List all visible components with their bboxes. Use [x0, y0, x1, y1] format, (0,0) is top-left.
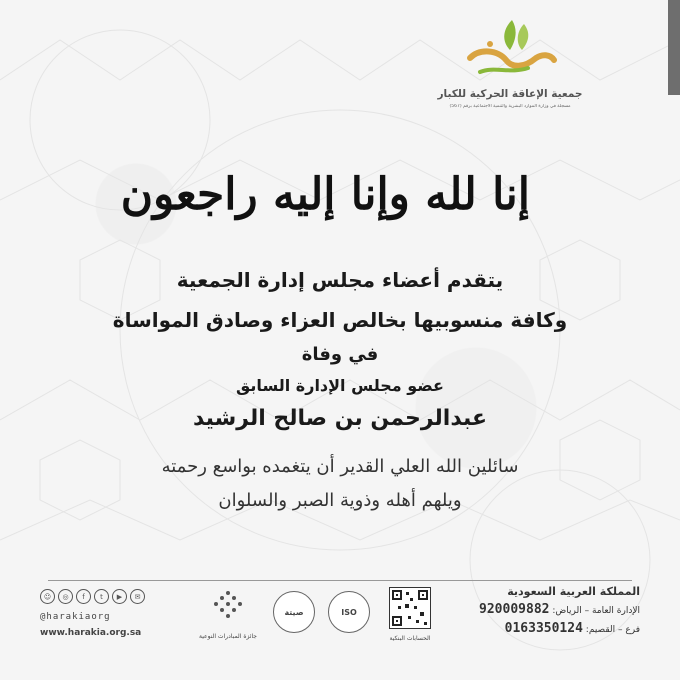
twitter-icon[interactable]: t [94, 589, 109, 604]
logo-mark-icon [450, 14, 570, 82]
organization-logo [410, 14, 610, 114]
contact-info [465, 585, 640, 636]
hq-label: الإدارة العامة – الرياض: [552, 606, 640, 616]
footer [40, 585, 640, 645]
condolence-line-1: يتقدم أعضاء مجلس إدارة الجمعية [176, 268, 504, 292]
award-caption: جائزة المبادرات النوعية [199, 633, 257, 640]
prayer-line-2: ويلهم أهله وذوية الصبر والسلوان [218, 490, 462, 511]
hq-phone[interactable]: 920009882 [479, 602, 550, 617]
footer-divider [48, 580, 632, 581]
hq-contact [465, 602, 640, 617]
logo-name: جمعية الإعاقة الحركية للكبار [437, 88, 583, 100]
condolence-line-2: وكافة منسوبيها بخالص العزاء وصادق المواساة [112, 308, 568, 332]
branch-phone[interactable]: 0163350124 [504, 621, 583, 636]
branch-contact [465, 621, 640, 636]
prayer-line-1: سائلين الله العلي القدير أن يتغمده بواسع رحمته [161, 456, 519, 477]
country-label: المملكة العربية السعودية [507, 585, 640, 598]
calligraphy-heading: إنا لله وإنا إليه راجعون [120, 169, 530, 220]
iso-badge: ISO [328, 591, 370, 633]
social-handle[interactable]: @harakiaorg [40, 612, 111, 622]
email-icon[interactable]: ✉ [130, 589, 145, 604]
deceased-name: عبدالرحمن بن صالح الرشيد [192, 406, 488, 431]
facebook-icon[interactable]: f [76, 589, 91, 604]
right-accent-bar [668, 0, 680, 95]
qr-caption: الحسابات البنكية [389, 635, 431, 642]
website-link[interactable]: www.harakia.org.sa [40, 628, 142, 638]
social-icons [40, 589, 170, 604]
certification-badge: صيتة [273, 591, 315, 633]
branch-label: فرع – القصيم: [585, 625, 640, 635]
qr-code-icon[interactable] [389, 587, 431, 629]
youtube-icon[interactable]: ▶ [112, 589, 127, 604]
logo-subtitle: مسجلة في وزارة الموارد البشرية والتنمية الاجتماعية برقم (567) [449, 104, 571, 109]
snapchat-icon[interactable]: ☺ [40, 589, 55, 604]
award-icon [207, 587, 249, 629]
social-block [40, 589, 170, 638]
qr-code-block[interactable] [385, 587, 435, 642]
condolence-line-3: في وفاة [301, 344, 379, 365]
award-badge [198, 587, 258, 640]
instagram-icon[interactable]: ◎ [58, 589, 73, 604]
deceased-title: عضو مجلس الإدارة السابق [236, 376, 444, 395]
